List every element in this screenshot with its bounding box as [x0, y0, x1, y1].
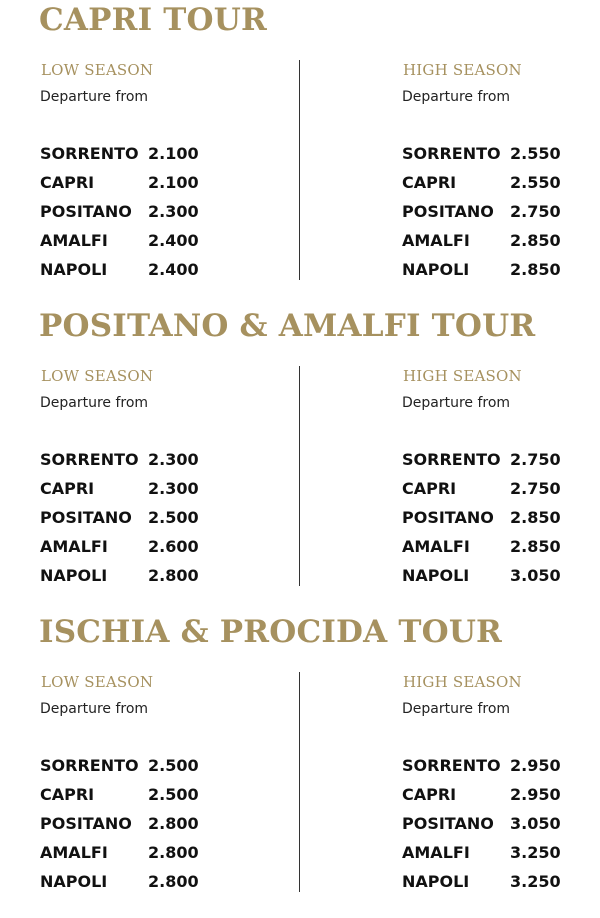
- departure-label: Departure from: [40, 89, 149, 105]
- city-name: CAPRI: [402, 173, 457, 192]
- price-value: 2.750: [510, 479, 561, 498]
- price-list: [40, 445, 260, 590]
- low-season-column: [40, 672, 260, 896]
- price-row: [402, 503, 600, 532]
- city-name: SORRENTO: [40, 450, 139, 469]
- price-row: [402, 780, 600, 809]
- column-divider: [299, 672, 300, 892]
- city-name: NAPOLI: [40, 260, 108, 279]
- price-row: [402, 197, 600, 226]
- price-value: 2.500: [148, 785, 199, 804]
- price-row: [40, 780, 260, 809]
- departure-label: Departure from: [402, 89, 511, 105]
- price-list: [40, 139, 260, 284]
- city-name: SORRENTO: [402, 756, 501, 775]
- price-row: [40, 809, 260, 838]
- price-row: [40, 503, 260, 532]
- city-name: AMALFI: [402, 231, 470, 250]
- price-value: 2.850: [510, 231, 561, 250]
- city-name: POSITANO: [402, 508, 494, 527]
- price-row: [40, 474, 260, 503]
- departure-label: Departure from: [402, 701, 511, 717]
- price-row: [40, 255, 260, 284]
- price-value: 3.050: [510, 814, 561, 833]
- city-name: SORRENTO: [40, 756, 139, 775]
- city-name: AMALFI: [402, 537, 470, 556]
- price-list: [402, 445, 600, 590]
- price-row: [40, 139, 260, 168]
- season-label: LOW SEASON: [41, 367, 154, 385]
- price-row: [40, 168, 260, 197]
- price-value: 2.500: [148, 756, 199, 775]
- price-row: [40, 838, 260, 867]
- city-name: POSITANO: [40, 814, 132, 833]
- price-value: 2.950: [510, 785, 561, 804]
- price-value: 2.100: [148, 144, 199, 163]
- price-row: [402, 255, 600, 284]
- low-season-column: [40, 60, 260, 284]
- low-season-column: [40, 366, 260, 590]
- price-row: [402, 867, 600, 896]
- city-name: AMALFI: [40, 537, 108, 556]
- price-list: [402, 139, 600, 284]
- price-value: 2.300: [148, 450, 199, 469]
- price-value: 2.750: [510, 202, 561, 221]
- price-value: 2.800: [148, 566, 199, 585]
- price-value: 2.550: [510, 144, 561, 163]
- departure-label: Departure from: [40, 395, 149, 411]
- price-value: 3.050: [510, 566, 561, 585]
- city-name: POSITANO: [40, 508, 132, 527]
- season-label: HIGH SEASON: [403, 367, 522, 385]
- price-row: [402, 474, 600, 503]
- city-name: SORRENTO: [402, 450, 501, 469]
- price-value: 2.850: [510, 508, 561, 527]
- price-value: 2.800: [148, 814, 199, 833]
- price-value: 3.250: [510, 872, 561, 891]
- price-value: 2.950: [510, 756, 561, 775]
- high-season-column: [402, 366, 600, 590]
- city-name: CAPRI: [402, 785, 457, 804]
- tour-section-capri: [0, 0, 600, 306]
- price-value: 2.800: [148, 872, 199, 891]
- price-value: 2.850: [510, 260, 561, 279]
- high-season-column: [402, 672, 600, 896]
- price-row: [402, 751, 600, 780]
- season-label: LOW SEASON: [41, 673, 154, 691]
- city-name: POSITANO: [402, 814, 494, 833]
- city-name: AMALFI: [402, 843, 470, 862]
- price-value: 2.300: [148, 202, 199, 221]
- price-value: 2.850: [510, 537, 561, 556]
- city-name: NAPOLI: [402, 872, 470, 891]
- price-row: [40, 532, 260, 561]
- city-name: NAPOLI: [402, 260, 470, 279]
- price-list: [40, 751, 260, 896]
- price-row: [40, 751, 260, 780]
- price-value: 2.300: [148, 479, 199, 498]
- column-divider: [299, 60, 300, 280]
- price-row: [402, 139, 600, 168]
- price-row: [40, 867, 260, 896]
- departure-label: Departure from: [402, 395, 511, 411]
- city-name: CAPRI: [402, 479, 457, 498]
- city-name: AMALFI: [40, 843, 108, 862]
- price-row: [402, 561, 600, 590]
- city-name: NAPOLI: [402, 566, 470, 585]
- city-name: SORRENTO: [40, 144, 139, 163]
- city-name: CAPRI: [40, 173, 95, 192]
- price-row: [402, 532, 600, 561]
- high-season-column: [402, 60, 600, 284]
- season-label: HIGH SEASON: [403, 673, 522, 691]
- price-row: [402, 226, 600, 255]
- city-name: POSITANO: [402, 202, 494, 221]
- price-row: [402, 445, 600, 474]
- price-value: 2.400: [148, 231, 199, 250]
- price-row: [402, 838, 600, 867]
- season-label: LOW SEASON: [41, 61, 154, 79]
- price-value: 2.800: [148, 843, 199, 862]
- price-value: 2.500: [148, 508, 199, 527]
- season-label: HIGH SEASON: [403, 61, 522, 79]
- city-name: AMALFI: [40, 231, 108, 250]
- price-row: [40, 561, 260, 590]
- city-name: NAPOLI: [40, 872, 108, 891]
- city-name: CAPRI: [40, 785, 95, 804]
- city-name: NAPOLI: [40, 566, 108, 585]
- price-row: [40, 445, 260, 474]
- price-list: [402, 751, 600, 896]
- price-value: 2.550: [510, 173, 561, 192]
- tour-title: CAPRI TOUR: [39, 2, 267, 38]
- city-name: POSITANO: [40, 202, 132, 221]
- price-row: [40, 226, 260, 255]
- price-value: 2.100: [148, 173, 199, 192]
- price-row: [402, 809, 600, 838]
- price-row: [40, 197, 260, 226]
- price-row: [402, 168, 600, 197]
- tour-title: POSITANO & AMALFI TOUR: [39, 308, 536, 344]
- tour-title: ISCHIA & PROCIDA TOUR: [39, 614, 503, 650]
- tour-section-ischia-procida: [0, 612, 600, 918]
- tour-section-positano-amalfi: [0, 306, 600, 612]
- column-divider: [299, 366, 300, 586]
- price-value: 2.600: [148, 537, 199, 556]
- city-name: CAPRI: [40, 479, 95, 498]
- price-value: 3.250: [510, 843, 561, 862]
- departure-label: Departure from: [40, 701, 149, 717]
- city-name: SORRENTO: [402, 144, 501, 163]
- price-value: 2.750: [510, 450, 561, 469]
- price-value: 2.400: [148, 260, 199, 279]
